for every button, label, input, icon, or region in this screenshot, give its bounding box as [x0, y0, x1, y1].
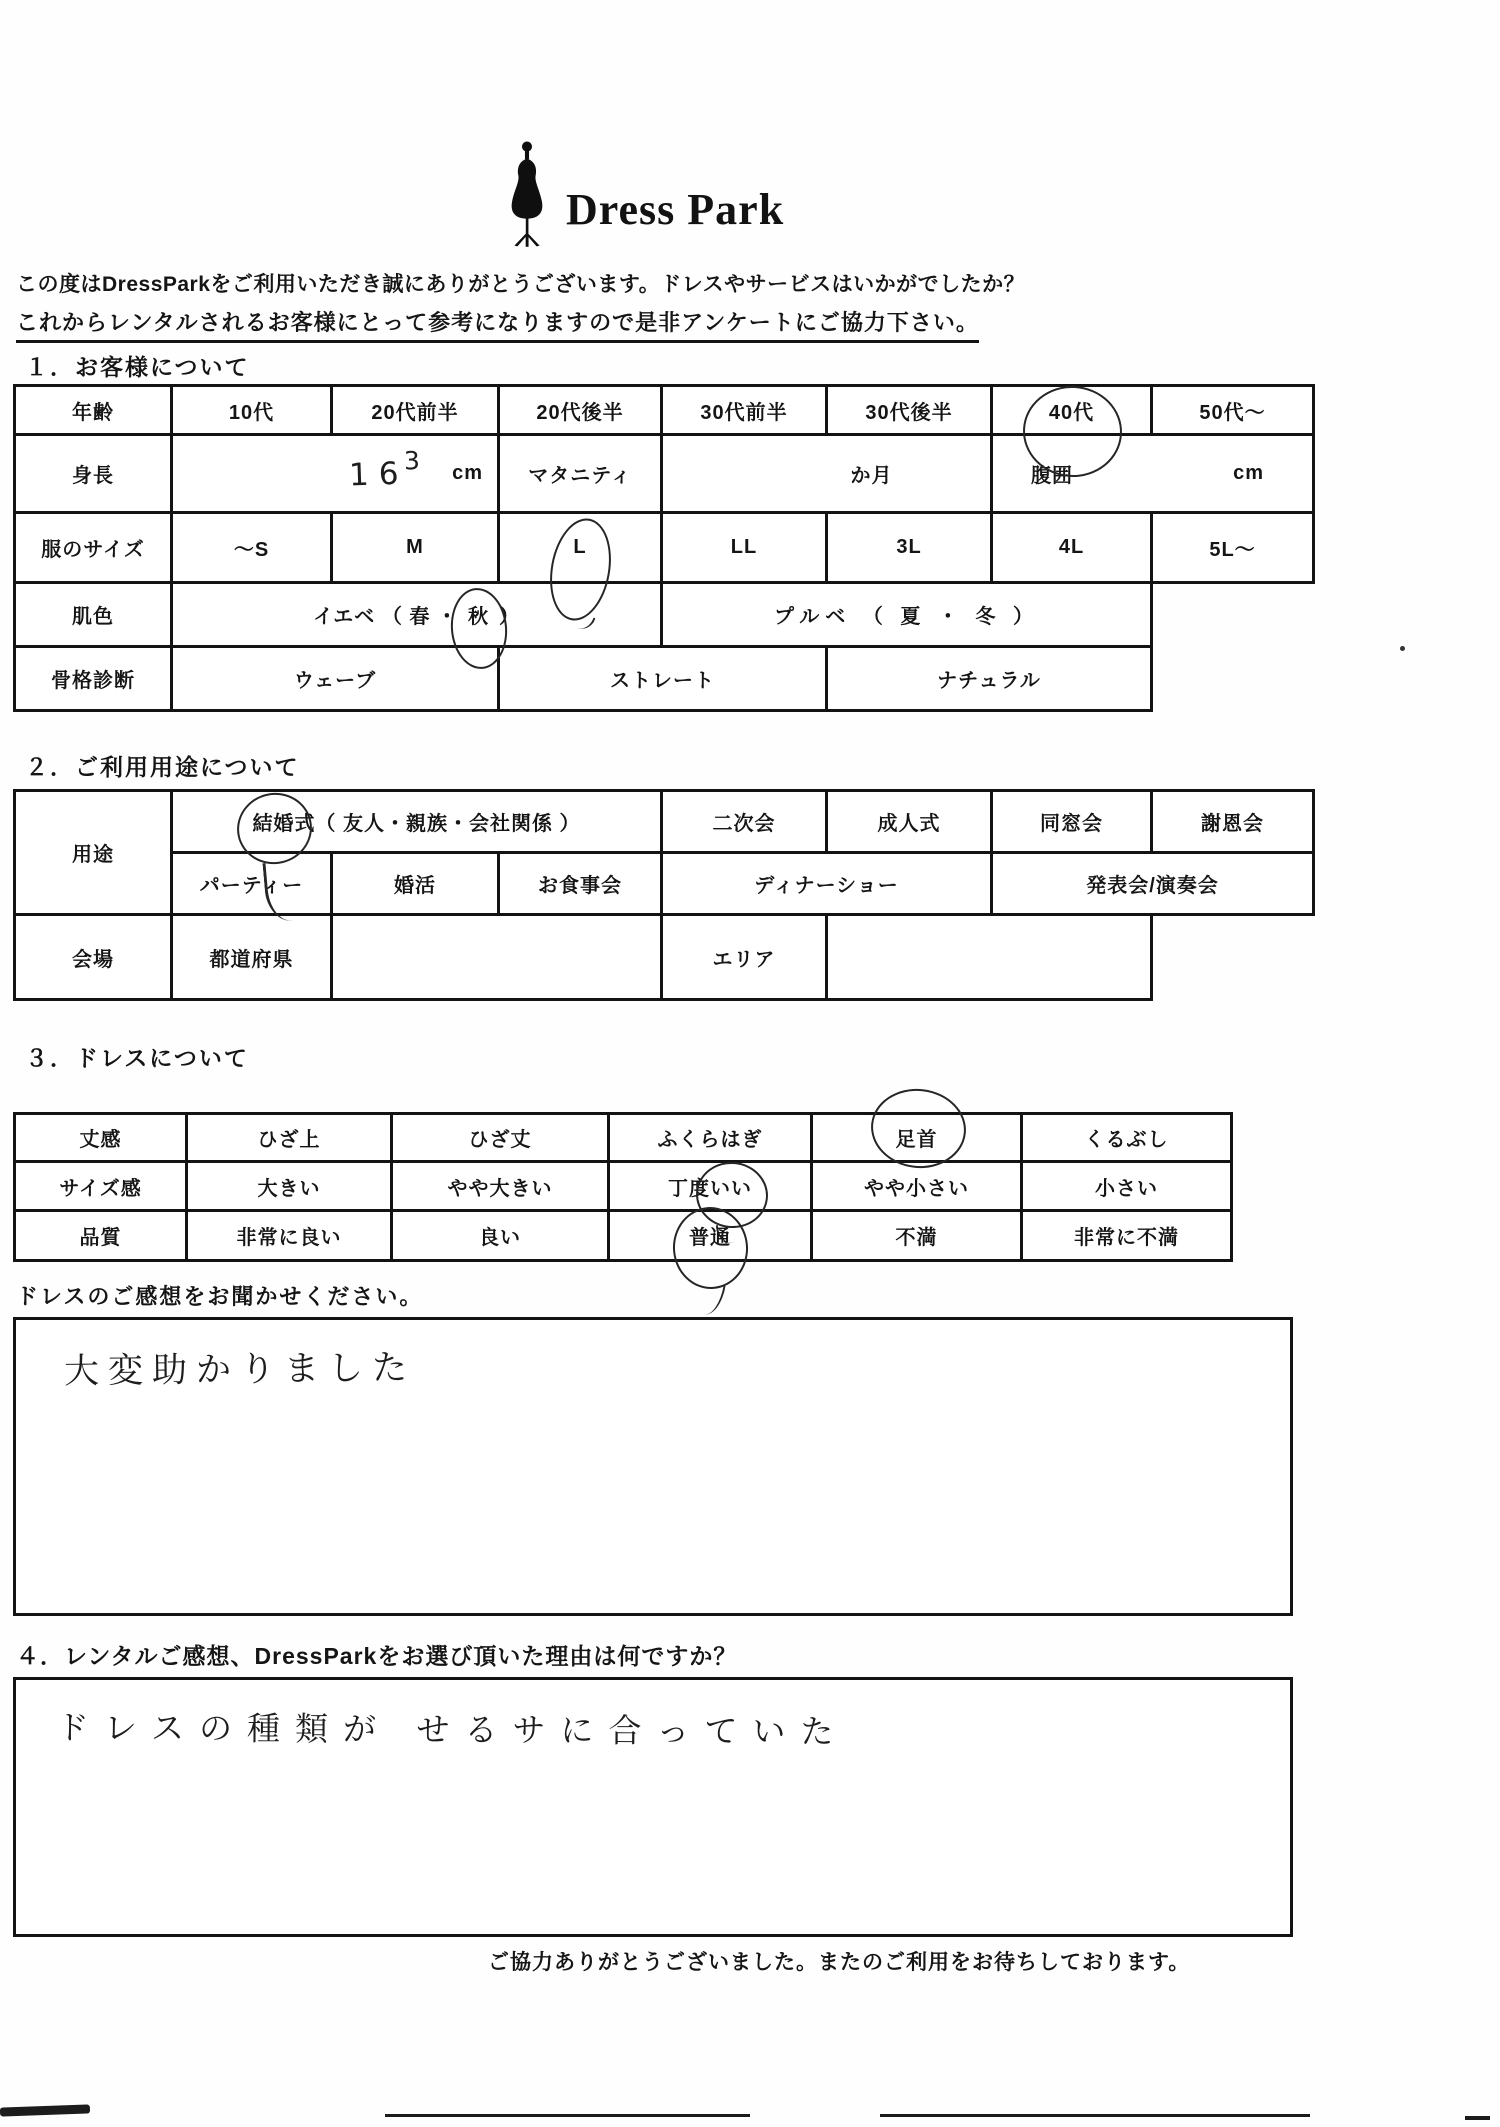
quality-option-normal-selected — [610, 1212, 813, 1262]
skin-warm-close: ） — [498, 606, 520, 628]
handwritten-circle-40s: 40代 — [1049, 396, 1094, 425]
usage-wedding-detail: 式（ 友人・親族・会社関係 ） — [294, 813, 581, 835]
height-unit-label: cm — [452, 462, 483, 484]
venue-row-header: 会場 — [16, 916, 173, 1001]
scan-artifact-line — [0, 2104, 90, 2116]
fit-option-slightly-small: やや小さい — [813, 1163, 1023, 1212]
size-option-s: ～S — [173, 514, 333, 584]
section3-title: ３．ドレスについて — [25, 1045, 249, 1071]
size-row-header: 服のサイズ — [16, 514, 173, 584]
fit-just-right-prefix: 丁度 — [668, 1177, 710, 1200]
usage-option-coming-of-age: 成人式 — [828, 792, 993, 854]
handwritten-circle-autumn: 秋 — [468, 600, 489, 629]
dress-form-icon — [502, 140, 552, 253]
age-row-header: 年齢 — [16, 387, 173, 436]
maternity-header: マタニティ — [500, 436, 663, 514]
venue-area-blank-cell — [828, 916, 1153, 1001]
length-row-header: 丈感 — [16, 1115, 188, 1163]
skin-row-header: 肌色 — [16, 584, 173, 648]
venue-prefecture-blank-cell — [333, 916, 663, 1001]
scan-artifact-line — [880, 2114, 1310, 2117]
quality-option-dissatisfied: 不満 — [813, 1212, 1023, 1262]
maternity-months-label: か月 — [663, 436, 993, 514]
handwritten-circle-just-right: いい — [710, 1172, 752, 1201]
fit-option-small: 小さい — [1023, 1163, 1233, 1212]
brand-name: Dress Park — [566, 185, 785, 234]
scan-artifact-line — [385, 2114, 750, 2117]
scan-artifact-line — [1465, 2116, 1490, 2120]
dress-feedback-box — [13, 1317, 1293, 1616]
length-option-ankle-selected — [813, 1115, 1023, 1163]
quality-option-very-good: 非常に良い — [188, 1212, 393, 1262]
usage-table — [13, 789, 1315, 1001]
usage-option-wedding-selected — [173, 792, 663, 854]
length-option-calf: ふくらはぎ — [610, 1115, 813, 1163]
handwritten-rental-reason: ドレスの種類が せるサに合っていた — [55, 1707, 849, 1752]
venue-prefecture-header: 都道府県 — [173, 916, 333, 1001]
section4-title: ４．レンタルご感想、DressParkをお選び頂いた理由は何ですか？ — [16, 1643, 738, 1669]
usage-option-dinner: お食事会 — [500, 854, 663, 916]
section1-title: １．お客様について — [25, 354, 250, 380]
handwritten-circle-ankle: 足首 — [896, 1123, 938, 1152]
fit-option-big: 大きい — [188, 1163, 393, 1212]
size-option-m: M — [333, 514, 500, 584]
waist-cell — [993, 436, 1315, 514]
skin-cool-cell: プルベ （ 夏 ・ 冬 ） — [663, 584, 1153, 648]
usage-option-afterparty: 二次会 — [663, 792, 828, 854]
footer-thanks: ご協力ありがとうございました。またのご利用をお待ちしております。 — [488, 1951, 1191, 1974]
age-option-early20s: 20代前半 — [333, 387, 500, 436]
size-option-ll: LL — [663, 514, 828, 584]
length-option-above-knee: ひざ上 — [188, 1115, 393, 1163]
waist-label: 腹囲 — [1031, 465, 1073, 487]
skeleton-option-wave: ウェーブ — [173, 648, 500, 712]
handwritten-dress-feedback: 大変助かりました — [63, 1348, 417, 1392]
quality-option-very-dissatisfied: 非常に不満 — [1023, 1212, 1233, 1262]
usage-option-party: パーティー — [173, 854, 333, 916]
usage-option-reunion: 同窓会 — [993, 792, 1153, 854]
fit-row-header: サイズ感 — [16, 1163, 188, 1212]
brand-logo — [502, 140, 784, 253]
age-option-early30s: 30代前半 — [663, 387, 828, 436]
handwritten-height: $16^3$ — [348, 445, 431, 493]
age-option-10s: 10代 — [173, 387, 333, 436]
intro-request-line: これからレンタルされるお客様にとって参考になりますので是非アンケートにご協力下さい。 — [16, 306, 979, 343]
age-option-late30s: 30代後半 — [828, 387, 993, 436]
length-option-anklebone: くるぶし — [1023, 1115, 1233, 1163]
handwritten-circle-normal: 普通 — [689, 1221, 731, 1250]
quality-row-header: 品質 — [16, 1212, 188, 1262]
skeleton-option-natural: ナチュラル — [828, 648, 1153, 712]
section2-title: ２．ご利用用途について — [25, 754, 300, 780]
usage-option-konkatsu: 婚活 — [333, 854, 500, 916]
customer-table — [13, 384, 1315, 712]
age-option-50s: 50代～ — [1153, 387, 1315, 436]
age-option-late20s: 20代後半 — [500, 387, 663, 436]
size-option-5l: 5L～ — [1153, 514, 1315, 584]
fit-option-slightly-big: やや大きい — [393, 1163, 610, 1212]
usage-option-thanks-party: 謝恩会 — [1153, 792, 1315, 854]
usage-row-header: 用途 — [16, 792, 173, 916]
handwritten-circle-wedding: 結婚 — [252, 807, 294, 836]
dress-feedback-prompt: ドレスのご感想をお聞かせください。 — [16, 1284, 424, 1309]
rental-reason-box — [13, 1677, 1293, 1937]
skin-warm-text: イエベ （ 春 ・ — [313, 606, 458, 628]
length-option-knee: ひざ丈 — [393, 1115, 610, 1163]
age-option-40s-selected — [993, 387, 1153, 436]
waist-unit-label: cm — [1233, 462, 1264, 484]
size-option-4l: 4L — [993, 514, 1153, 584]
size-option-l-selected — [500, 514, 663, 584]
dress-table — [13, 1112, 1233, 1262]
height-row-header: 身長 — [16, 436, 173, 514]
quality-option-good: 良い — [393, 1212, 610, 1262]
handwritten-circle-size-l: L — [573, 536, 587, 558]
height-value-cell — [173, 436, 500, 514]
skeleton-option-straight: ストレート — [500, 648, 828, 712]
venue-area-header: エリア — [663, 916, 828, 1001]
fit-option-just-right-selected — [610, 1163, 813, 1212]
scan-speck — [1400, 646, 1405, 651]
usage-option-recital: 発表会/演奏会 — [993, 854, 1315, 916]
size-option-3l: 3L — [828, 514, 993, 584]
skeleton-row-header: 骨格診断 — [16, 648, 173, 712]
intro-line: この度はDressParkをご利用いただき誠にありがとうございます。ドレスやサービスはいかがでしたか？ — [16, 273, 1026, 296]
usage-option-dinnershow: ディナーショー — [663, 854, 993, 916]
